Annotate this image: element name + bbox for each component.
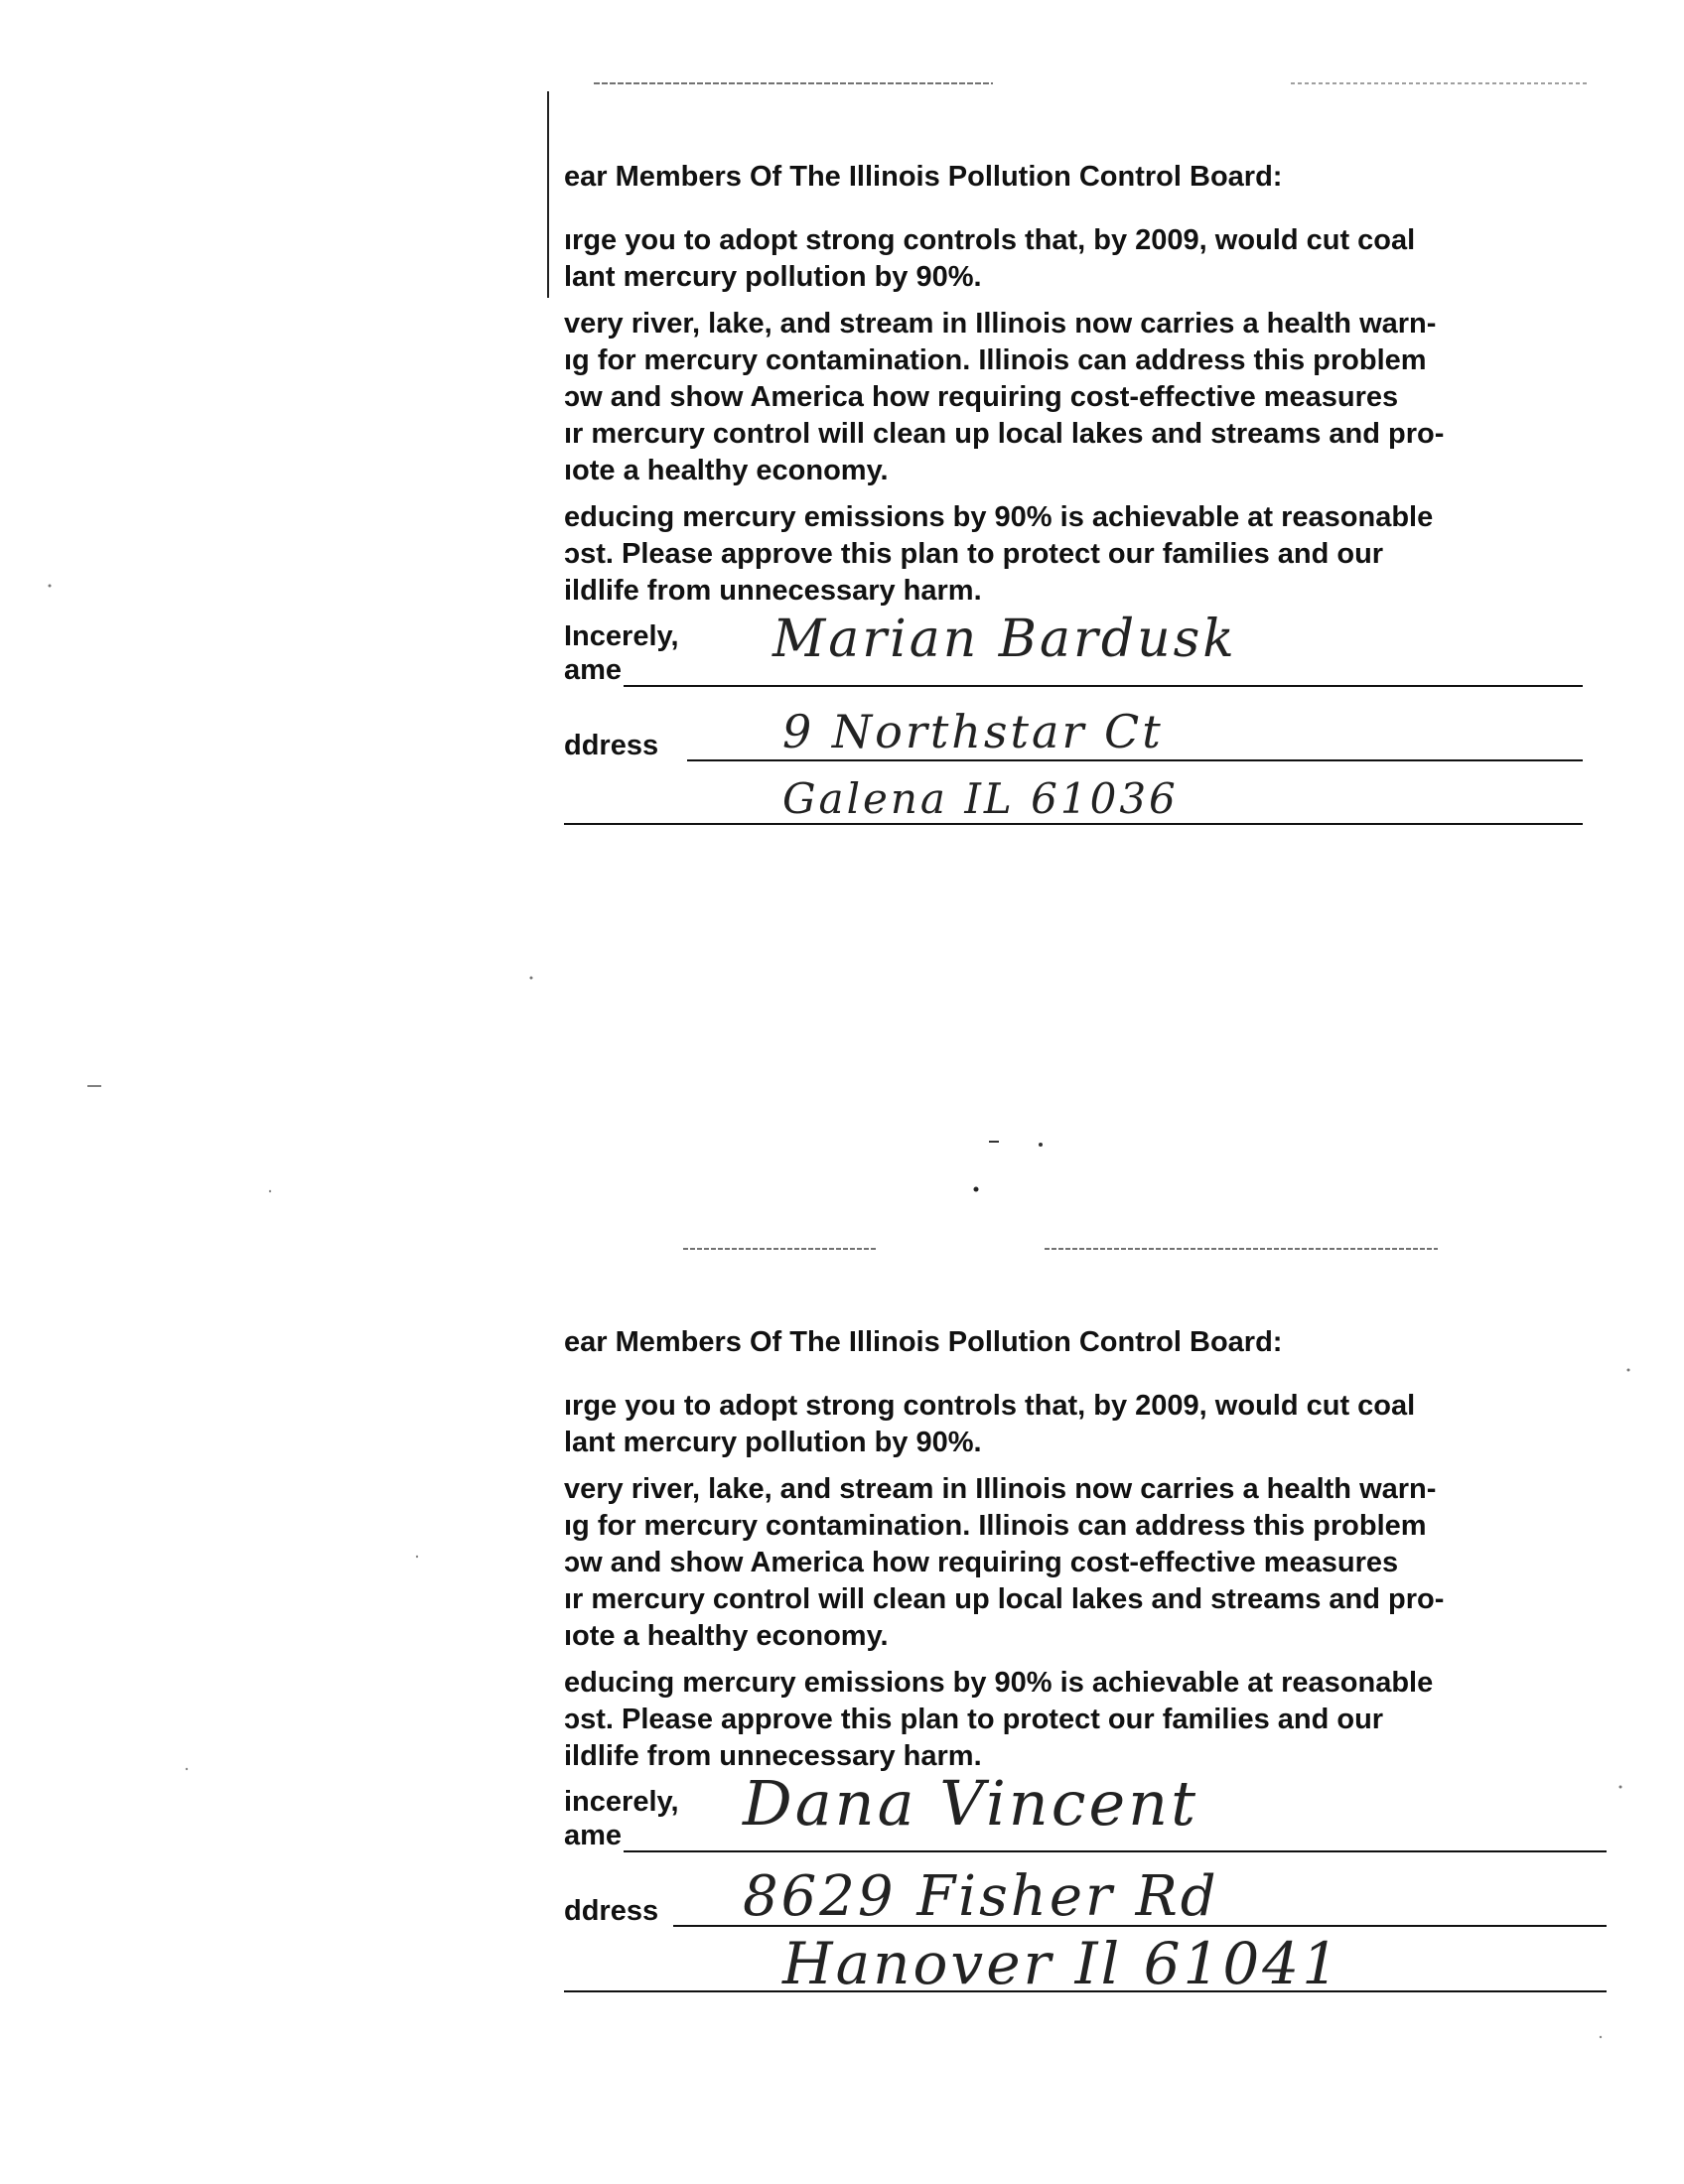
text-line: ır mercury control will clean up local lakes and streams and pro- (564, 1583, 1445, 1615)
address-label: ddress (564, 1895, 659, 1927)
paragraph-closing-argument (564, 1665, 1607, 1775)
text-line: ıg for mercury contamination. Illinois can address this problem (564, 1510, 1427, 1542)
text-line: ildlife from unnecessary harm. (564, 1740, 982, 1772)
text-line: ɔw and show America how requiring cost-effective measures (564, 1547, 1399, 1578)
paragraph-request (564, 222, 1607, 296)
text-line: very river, lake, and stream in Illinois now carries a health warn- (564, 308, 1437, 340)
letter-2 (564, 1324, 1607, 2013)
address-line-1 (687, 759, 1583, 761)
paragraph-warning (564, 1471, 1607, 1655)
name-label: ame (564, 654, 623, 686)
text-line: lant mercury pollution by 90%. (564, 1427, 982, 1458)
text-line: ɔst. Please approve this plan to protect our families and our (564, 538, 1384, 570)
text-line: ır mercury control will clean up local lakes and streams and pro- (564, 418, 1445, 450)
name-label: ame (564, 1820, 623, 1851)
text-line: ıote a healthy economy. (564, 455, 889, 486)
text-line: ɔst. Please approve this plan to protect our families and our (564, 1704, 1384, 1735)
text-line: very river, lake, and stream in Illinois now carries a health warn- (564, 1473, 1437, 1505)
address-line-2 (564, 823, 1583, 825)
text-line: educing mercury emissions by 90% is achievable at reasonable (564, 501, 1434, 533)
handwritten-address-line-2: Hanover Il 61041 (782, 1930, 1342, 1997)
text-line: lant mercury pollution by 90%. (564, 261, 982, 293)
text-line: ildlife from unnecessary harm. (564, 575, 982, 607)
salutation: ear Members Of The Illinois Pollution Control Board: (564, 161, 1283, 193)
closing: Incerely, (564, 620, 679, 652)
name-line (624, 685, 1583, 687)
salutation: ear Members Of The Illinois Pollution Control Board: (564, 1326, 1283, 1358)
letter-1 (564, 159, 1607, 848)
name-line (624, 1850, 1607, 1852)
paragraph-closing-argument (564, 499, 1607, 610)
paragraph-request (564, 1388, 1607, 1461)
text-line: ıote a healthy economy. (564, 1620, 889, 1652)
address-label: ddress (564, 730, 659, 761)
text-line: ırge you to adopt strong controls that, by 2009, would cut coal (564, 224, 1416, 256)
handwritten-address-line-1: 8629 Fisher Rd (743, 1864, 1219, 1929)
signature-block (564, 1767, 1607, 2013)
handwritten-address-line-1: 9 Northstar Ct (782, 705, 1164, 758)
text-line: educing mercury emissions by 90% is achievable at reasonable (564, 1667, 1434, 1699)
handwritten-name: Marian Bardusk (772, 610, 1237, 669)
paragraph-warning (564, 306, 1607, 489)
text-line: ırge you to adopt strong controls that, by 2009, would cut coal (564, 1390, 1416, 1422)
text-line: ıg for mercury contamination. Illinois can address this problem (564, 344, 1427, 376)
text-line: ɔw and show America how requiring cost-effective measures (564, 381, 1399, 413)
closing: incerely, (564, 1786, 679, 1818)
signature-block (564, 610, 1607, 848)
handwritten-address-line-2: Galena IL 61036 (782, 774, 1179, 823)
handwritten-name: Dana Vincent (743, 1767, 1198, 1840)
